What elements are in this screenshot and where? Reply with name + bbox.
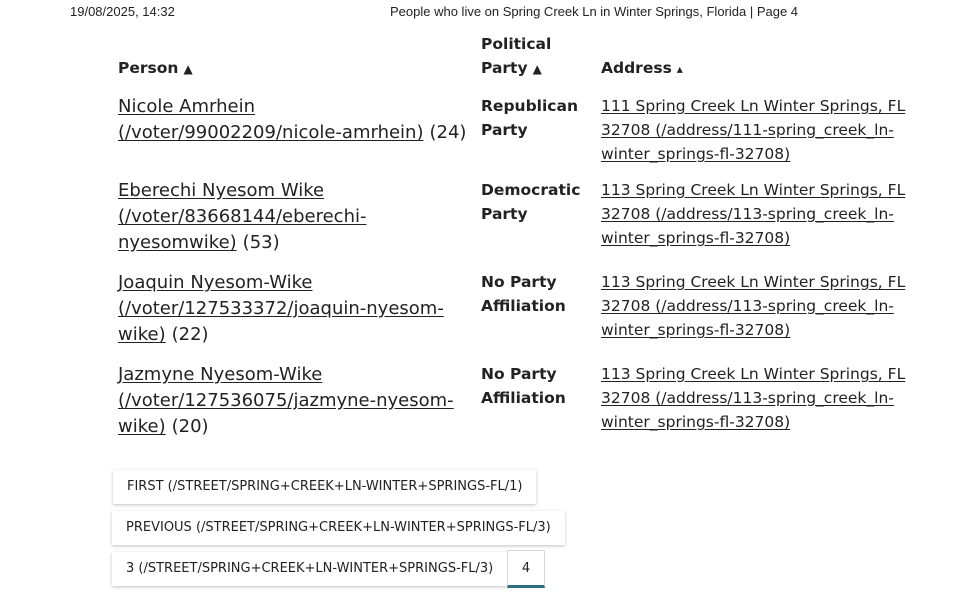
- address-cell: [601, 94, 921, 166]
- person-cell: [118, 270, 468, 348]
- sort-both-icon[interactable]: ▲︎: [183, 62, 193, 76]
- header-party-label-line2: Party: [481, 59, 528, 77]
- party-cell: No Party Affiliation: [481, 365, 566, 407]
- header-person-label: Person: [118, 59, 179, 77]
- voter-age: (20): [171, 416, 209, 437]
- pager-page-3-button[interactable]: 3 (/STREET/SPRING+CREEK+LN-WINTER+SPRINGS-FL/3): [112, 552, 507, 586]
- header-party-label-line1: Political: [481, 35, 552, 53]
- voter-link[interactable]: Jazmyne Nyesom-Wike (/voter/127536075/jazmyne-nyesom-wike): [118, 364, 454, 437]
- party-cell: Democratic Party: [481, 181, 581, 223]
- address-link[interactable]: 113 Spring Creek Ln Winter Springs, FL 32708 (/address/113-spring_creek_ln-winter_springs-fl-32708): [601, 365, 906, 431]
- header-address-label: Address: [601, 59, 672, 77]
- voter-age: (24): [429, 122, 467, 143]
- voter-link[interactable]: Nicole Amrhein (/voter/99002209/nicole-amrhein): [118, 96, 424, 143]
- voter-age: (53): [242, 232, 280, 253]
- address-link[interactable]: 113 Spring Creek Ln Winter Springs, FL 32708 (/address/113-spring_creek_ln-winter_springs-fl-32708): [601, 181, 906, 247]
- voter-link[interactable]: Eberechi Nyesom Wike (/voter/83668144/eberechi-nyesomwike): [118, 180, 367, 253]
- sort-both-icon[interactable]: ▲︎: [532, 62, 542, 76]
- pager-first-button[interactable]: FIRST (/STREET/SPRING+CREEK+LN-WINTER+SPRINGS-FL/1): [113, 470, 536, 504]
- print-page-title: People who live on Spring Creek Ln in Winter Springs, Florida | Page 4: [390, 4, 799, 19]
- header-person[interactable]: [118, 56, 193, 81]
- header-address[interactable]: [601, 56, 683, 81]
- address-cell: [601, 178, 921, 250]
- voter-link[interactable]: Joaquin Nyesom-Wike (/voter/127533372/joaquin-nyesom-wike): [118, 272, 444, 345]
- sort-ascending-icon[interactable]: ▴: [676, 62, 683, 76]
- pager-previous-button[interactable]: PREVIOUS (/STREET/SPRING+CREEK+LN-WINTER+SPRINGS-FL/3): [112, 511, 565, 545]
- party-cell: Republican Party: [481, 97, 578, 139]
- person-cell: [118, 94, 468, 146]
- address-link[interactable]: 113 Spring Creek Ln Winter Springs, FL 32708 (/address/113-spring_creek_ln-winter_springs-fl-32708): [601, 273, 906, 339]
- address-cell: [601, 362, 921, 434]
- party-cell: No Party Affiliation: [481, 273, 566, 315]
- print-datetime: 19/08/2025, 14:32: [70, 4, 175, 19]
- person-cell: [118, 178, 468, 256]
- person-cell: [118, 362, 468, 440]
- address-cell: [601, 270, 921, 342]
- voter-age: (22): [171, 324, 209, 345]
- address-link[interactable]: 111 Spring Creek Ln Winter Springs, FL 32708 (/address/111-spring_creek_ln-winter_springs-fl-32708): [601, 97, 906, 163]
- pager-current-page: 4: [507, 550, 545, 588]
- header-party[interactable]: [481, 32, 551, 81]
